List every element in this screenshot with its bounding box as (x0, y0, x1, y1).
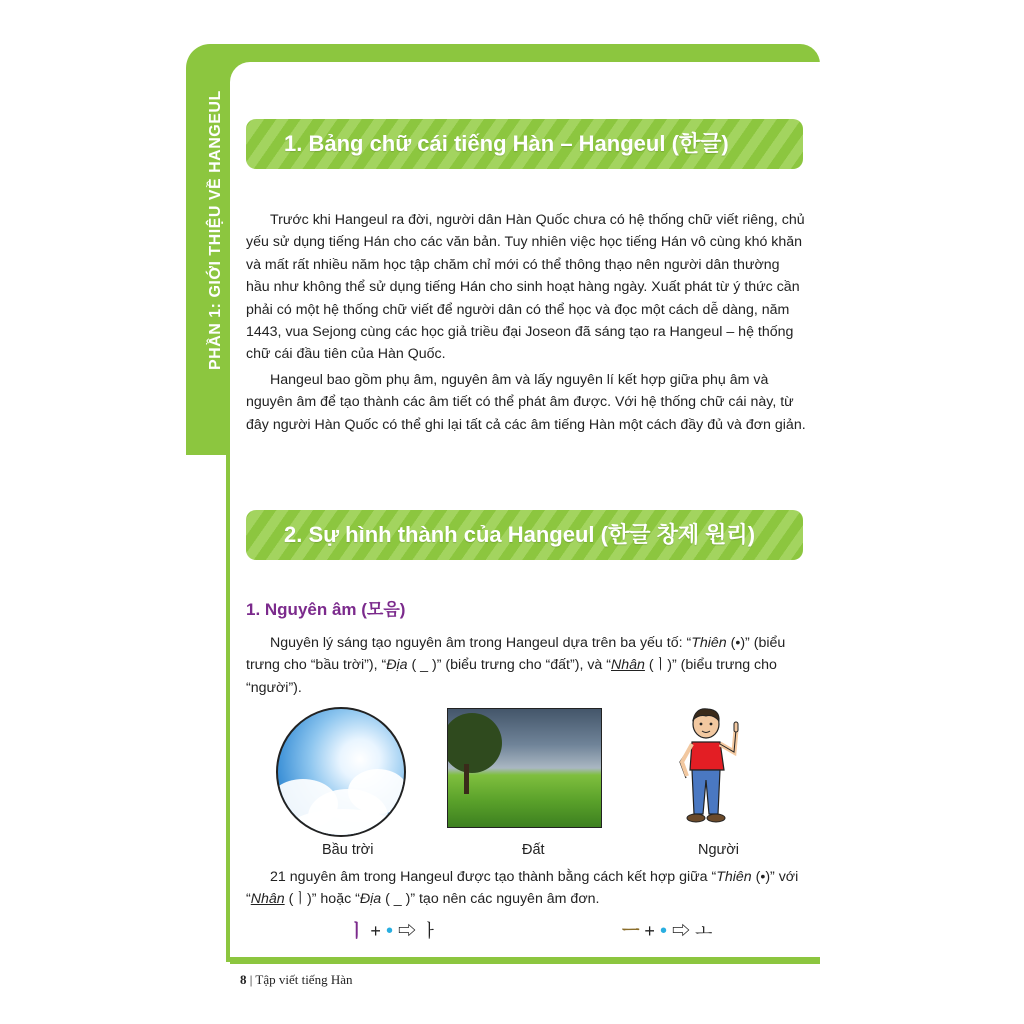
paragraph-4-text: 21 nguyên âm trong Hangeul được tạo thành bằng cách kết hợp giữa “ (270, 869, 717, 885)
term-nhan: Nhân (611, 657, 645, 674)
paragraph-4 (246, 866, 806, 911)
person-image (672, 704, 752, 828)
paragraph-1-text: Trước khi Hangeul ra đời, người dân Hàn Quốc chưa có hệ thống chữ viết riêng, chủ yếu sử dụng tiếng Hán cho các văn bản. Tuy nhiên việc học tiếng Hán vô cùng khó khăn và mất rất nhiều năm học tập chăm chỉ mới có thể thông thạo nên người dân thường hầu như không thể sử dụng tiếng Hán cho sinh hoạt hàng ngày. Xuất phát từ ý thức cần phải có một hệ thống chữ viết để người dân có thể học và đọc một cách dễ dàng, năm 1443, vua Sejong cùng các học giả triều đại Joseon đã sáng tạo ra Hangeul – hệ thống chữ cái đầu tiên của Hàn Quốc. (246, 212, 805, 363)
paragraph-4-text: ( _ )” tạo nên các nguyên âm đơn. (381, 891, 600, 908)
formula-2 (622, 917, 712, 943)
paragraph-3-text: (ㅣ)” (biểu trưng cho “người”). (246, 657, 777, 696)
section-2-title: 2. Sự hình thành của Hangeul (한글 창제 원리) (284, 522, 756, 547)
formula-1 (348, 917, 438, 943)
page-number: 8 (240, 972, 247, 987)
formula-1-vertical: ㅣ (348, 921, 366, 941)
section-1-title: 1. Bảng chữ cái tiếng Hàn – Hangeul (한글) (284, 131, 729, 156)
section-1-banner (246, 119, 803, 169)
tree-trunk (464, 764, 469, 794)
formula-1-arrow-icon: ⇨ (397, 921, 416, 941)
term-dia: Địa (386, 657, 408, 674)
formula-2-plus: + (644, 921, 655, 941)
term-thien: Thiên (691, 635, 727, 651)
book-title: Tập viết tiếng Hàn (255, 972, 353, 987)
formula-1-dot: • (385, 920, 393, 942)
chapter-side-label: PHẦN 1: GIỚI THIỆU VỀ HANGEUL (207, 90, 224, 370)
tree-shape (447, 713, 502, 773)
paragraph-3-text: (•)” (biểu trưng cho “bầu trời”), “ (246, 635, 786, 674)
formula-2-dot: • (659, 920, 667, 942)
caption-person: Người (698, 842, 739, 858)
frame-bottom-border (226, 958, 820, 962)
section-2-banner (246, 510, 803, 560)
paragraph-4-text: (•)” với “ (246, 869, 799, 908)
paragraph-3-text: Nguyên lý sáng tạo nguyên âm trong Hangeul dựa trên ba yếu tố: “ (270, 635, 692, 651)
formula-2-horizontal: ㅡ (622, 921, 640, 941)
formula-2-result: ㅗ (694, 921, 713, 941)
formula-1-result: ㅏ (420, 921, 439, 941)
caption-earth: Đất (522, 842, 545, 858)
frame-gap (186, 455, 230, 970)
subsection-title: 1. Nguyên âm (모음) (246, 600, 406, 619)
footer-separator: | (249, 972, 253, 987)
paragraph-3-text: ( _ )” (biểu trưng cho “đất”), và “ (407, 657, 611, 674)
page-footer (240, 972, 352, 988)
term-nhan: Nhân (250, 891, 285, 908)
caption-sky: Bầu trời (322, 842, 374, 858)
earth-image (447, 708, 602, 828)
formula-2-arrow-icon: ⇨ (671, 921, 690, 941)
paragraph-2-text: Hangeul bao gồm phụ âm, nguyên âm và lấy nguyên lí kết hợp giữa phụ âm và nguyên âm để tạo thành các âm tiết có thể phát âm được. Với hệ thống chữ cái này, từ đây người Hàn Quốc có thể ghi lại tất cả các âm tiếng Hàn một cách đầy đủ và đơn giản. (246, 372, 806, 433)
frame-left-border (226, 440, 230, 960)
paragraph-3 (246, 632, 806, 699)
term-thien: Thiên (716, 869, 752, 885)
paragraph-1 (246, 209, 806, 366)
term-dia: Địa (359, 891, 382, 908)
formula-1-plus: + (370, 921, 381, 941)
paragraph-4-text: (ㅣ)” hoặc “ (284, 891, 360, 908)
paragraph-2 (246, 369, 806, 436)
sky-image (276, 707, 406, 837)
